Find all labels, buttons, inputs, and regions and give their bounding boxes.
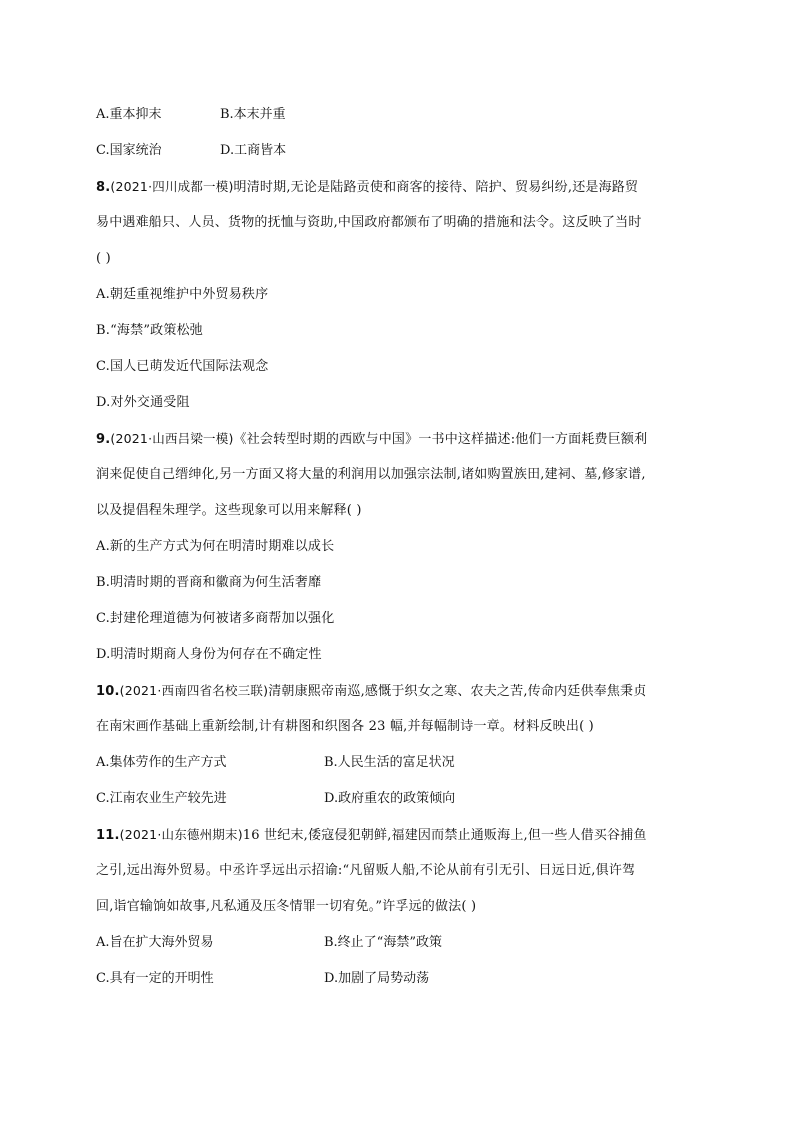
q9-option-c: C.封建伦理道德为何被诸多商帮加以强化 — [96, 611, 335, 626]
q9-option-b: B.明清时期的晋商和徽商为何生活奢靡 — [96, 575, 322, 590]
q11-option-a: A.旨在扩大海外贸易 — [96, 935, 214, 950]
q7-option-b: B.本末并重 — [220, 107, 286, 122]
q7-option-d: D.工商皆本 — [220, 143, 287, 158]
q11-options-row-1 — [96, 933, 698, 953]
q9-number: 9. — [96, 432, 111, 447]
q11-option-c: C.具有一定的开明性 — [96, 971, 214, 986]
q10-source: (2021·西南四省名校三联) — [119, 683, 269, 698]
q11-option-d: D.加剧了局势动荡 — [324, 971, 430, 986]
q10-stem-line-1 — [96, 681, 698, 701]
q10-option-b: B.人民生活的富足状况 — [324, 755, 455, 770]
q10-stem-text-1: 清朝康熙帝南巡,感慨于织女之寒、农夫之苦,传命内廷供奉焦秉贞 — [268, 684, 647, 699]
q11-number: 11. — [96, 828, 120, 843]
q11-stem-text-1: 16 世纪末,倭寇侵犯朝鲜,福建因而禁止通贩海上,但一些人借买谷捕鱼 — [242, 828, 647, 843]
q8-stem-text-1: 明清时期,无论是陆路贡使和商客的接待、陪护、贸易纠纷,还是海路贸 — [233, 180, 639, 195]
q9-option-d: D.明清时期商人身份为何存在不确定性 — [96, 647, 322, 662]
q10-stem-line-2: 在南宋画作基础上重新绘制,计有耕图和织图各 23 幅,并每幅制诗一章。材料反映出( ) — [96, 719, 594, 734]
q8-source: (2021·四川成都一模) — [110, 179, 234, 194]
q8-option-d: D.对外交通受阻 — [96, 395, 190, 410]
q10-option-a: A.集体劳作的生产方式 — [96, 755, 227, 770]
q10-number: 10. — [96, 684, 120, 699]
q11-source: (2021·山东德州期末) — [119, 827, 243, 842]
q8-stem-line-2: 易中遇难船只、人员、货物的抚恤与资助,中国政府都颁布了明确的措施和法令。这反映了当时 — [96, 215, 642, 230]
q7-options-row-1 — [96, 105, 698, 125]
q9-stem-line-3: 以及提倡程朱理学。这些现象可以用来解释( ) — [96, 503, 362, 518]
q7-options-row-2 — [96, 141, 698, 161]
q8-answer-blank: ( ) — [96, 251, 111, 266]
q10-option-c: C.江南农业生产较先进 — [96, 791, 227, 806]
q8-number: 8. — [96, 180, 111, 195]
q11-options-row-2 — [96, 969, 698, 989]
q9-stem-line-1 — [96, 429, 698, 449]
q8-option-c: C.国人已萌发近代国际法观念 — [96, 359, 269, 374]
q7-option-c: C.国家统治 — [96, 143, 162, 158]
q10-options-row-2 — [96, 789, 698, 809]
q8-option-a: A.朝廷重视维护中外贸易秩序 — [96, 287, 269, 302]
q8-stem-line-1 — [96, 177, 698, 197]
q7-option-a: A.重本抑末 — [96, 107, 162, 122]
q8-option-b: B.“海禁”政策松弛 — [96, 323, 203, 338]
q10-option-d: D.政府重农的政策倾向 — [324, 791, 456, 806]
q9-source: (2021·山西吕梁一模) — [110, 431, 234, 446]
q9-option-a: A.新的生产方式为何在明清时期难以成长 — [96, 539, 335, 554]
q9-stem-line-2: 润来促使自己缙绅化,另一方面又将大量的利润用以加强宗法制,诸如购置族田,建祠、墓,修家谱, — [96, 467, 646, 482]
q11-option-b: B.终止了“海禁”政策 — [324, 935, 442, 950]
q11-stem-line-2: 之引,远出海外贸易。中丞许孚远出示招谕:“凡留贩人船,不论从前有引无引、日远日近,俱许驾 — [96, 863, 636, 878]
q9-stem-text-1: 《社会转型时期的西欧与中国》一书中这样描述:他们一方面耗费巨额利 — [233, 432, 648, 447]
q10-options-row-1 — [96, 753, 698, 773]
q11-stem-line-1 — [96, 825, 698, 845]
q11-stem-line-3: 回,诣官输饷如故事,凡私通及压冬情罪一切宥免。”许孚远的做法( ) — [96, 899, 477, 914]
